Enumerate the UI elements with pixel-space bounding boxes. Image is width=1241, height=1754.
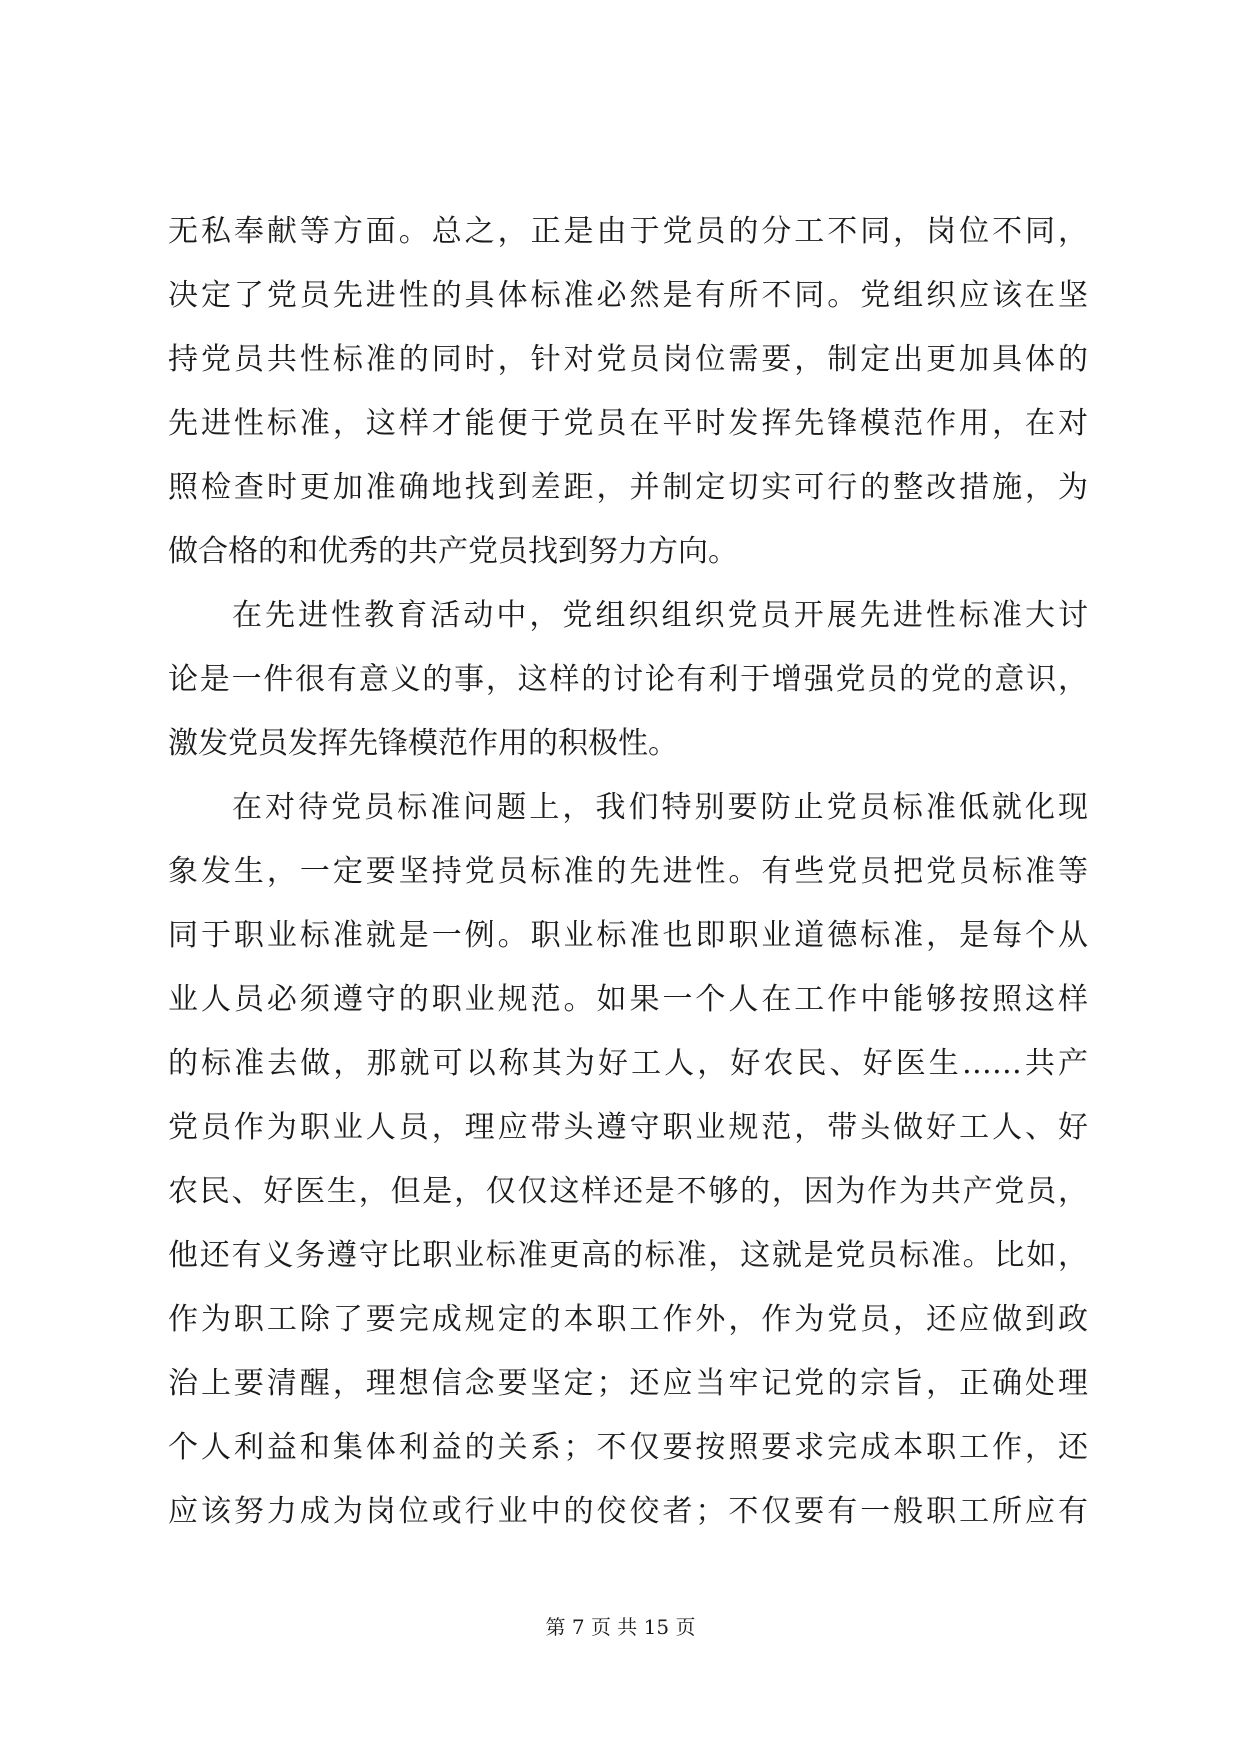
paragraph-3-line-6: 党员作为职业人员，理应带头遵守职业规范，带头做好工人、好 <box>168 1110 1088 1145</box>
paragraph-2-line-2: 论是一件很有意义的事，这样的讨论有利于增强党员的党的意识， <box>168 662 1088 697</box>
paragraph-3-line-12: 应该努力成为岗位或行业中的佼佼者；不仅要有一般职工所应有 <box>168 1494 1088 1529</box>
paragraph-3-line-10: 治上要清醒，理想信念要坚定；还应当牢记党的宗旨，正确处理 <box>168 1366 1088 1401</box>
paragraph-3-line-3: 同于职业标准就是一例。职业标准也即职业道德标准，是每个从 <box>168 918 1088 953</box>
paragraph-3-line-9: 作为职工除了要完成规定的本职工作外，作为党员，还应做到政 <box>168 1302 1088 1337</box>
paragraph-1-line-1: 无私奉献等方面。总之，正是由于党员的分工不同，岗位不同， <box>168 214 1088 249</box>
paragraph-1-line-5: 照检查时更加准确地找到差距，并制定切实可行的整改措施，为 <box>168 470 1088 505</box>
paragraph-3-line-1: 在对待党员标准问题上，我们特别要防止党员标准低就化现 <box>232 790 1088 825</box>
paragraph-1-line-6: 做合格的和优秀的共产党员找到努力方向。 <box>168 534 738 569</box>
paragraph-2-line-1: 在先进性教育活动中，党组织组织党员开展先进性标准大讨 <box>232 598 1088 633</box>
paragraph-3-line-8: 他还有义务遵守比职业标准更高的标准，这就是党员标准。比如， <box>168 1238 1088 1273</box>
page-number-footer: 第 7 页 共 15 页 <box>545 1615 696 1639</box>
paragraph-2-line-3: 激发党员发挥先锋模范作用的积极性。 <box>168 726 678 761</box>
paragraph-3-line-11: 个人利益和集体利益的关系；不仅要按照要求完成本职工作，还 <box>168 1430 1088 1465</box>
paragraph-1-line-4: 先进性标准，这样才能便于党员在平时发挥先锋模范作用，在对 <box>168 406 1088 441</box>
paragraph-3-line-5: 的标准去做，那就可以称其为好工人，好农民、好医生……共产 <box>168 1046 1088 1081</box>
paragraph-1-line-2: 决定了党员先进性的具体标准必然是有所不同。党组织应该在坚 <box>168 278 1088 313</box>
document-body <box>168 200 1088 1544</box>
paragraph-3-line-2: 象发生，一定要坚持党员标准的先进性。有些党员把党员标准等 <box>168 854 1088 889</box>
paragraph-3-line-4: 业人员必须遵守的职业规范。如果一个人在工作中能够按照这样 <box>168 982 1088 1017</box>
paragraph-1-line-3: 持党员共性标准的同时，针对党员岗位需要，制定出更加具体的 <box>168 342 1088 377</box>
paragraph-3-line-7: 农民、好医生，但是，仅仅这样还是不够的，因为作为共产党员， <box>168 1174 1088 1209</box>
